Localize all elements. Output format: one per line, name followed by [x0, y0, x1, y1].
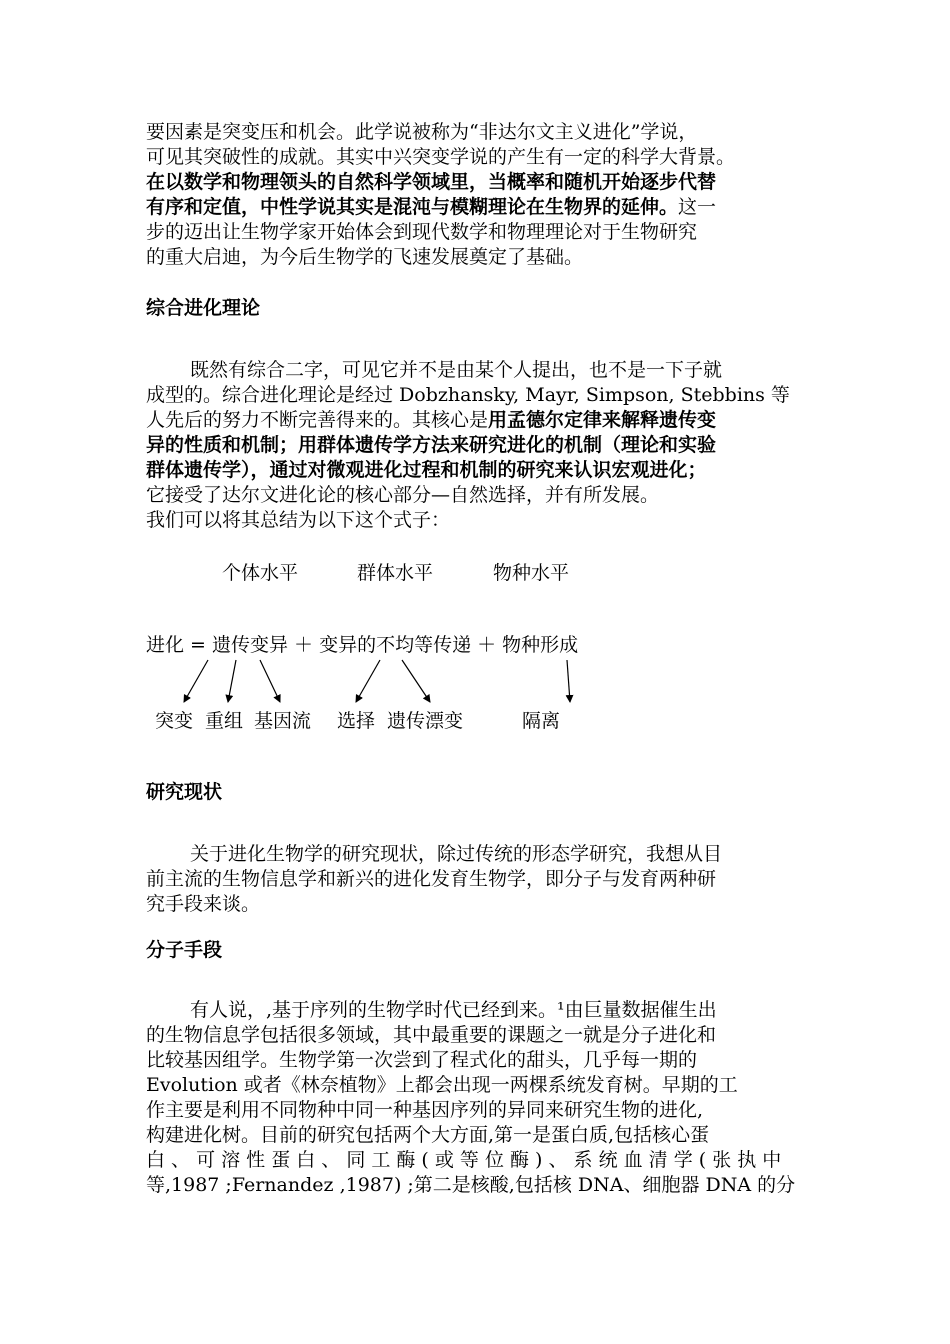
text-line: 比较基因组学。生物学第一次尝到了程式化的甜头，几乎每一期的: [146, 1049, 698, 1071]
arrow-to-mutation: [184, 660, 208, 702]
text-line: 的重大启迪，为今后生物学的飞速发展奠定了基础。: [146, 246, 584, 268]
paragraph-neutral-theory: [146, 120, 810, 270]
text-line: 构建进化树。目前的研究包括两个大方面,第一是蛋白质,包括核心蛋: [146, 1124, 710, 1146]
text-line: 有人说，,基于序列的生物学时代已经到来。¹由巨量数据催生出: [190, 999, 717, 1021]
bold-text-line: 异的性质和机制；用群体遗传学方法来研究进化的机制（理论和实验: [146, 434, 717, 456]
text-line: 关于进化生物学的研究现状，除过传统的形态学研究，我想从目: [190, 843, 723, 865]
text-line: 既然有综合二字，可见它并不是由某个人提出，也不是一下子就: [190, 359, 723, 381]
arrow-to-gene-flow: [260, 660, 280, 702]
text-span: 人先后的努力不断完善得来的。其核心是: [146, 409, 489, 431]
text-line: 可见其突破性的成就。其实中兴突变学说的产生有一定的科学大背景。: [146, 146, 736, 168]
level-label-individual: 个体水平: [222, 562, 299, 584]
bold-text-span: 有序和定值，中性学说其实是混沌与模糊理论在生物界的延伸。: [146, 196, 679, 218]
arrow-to-genetic-drift: [402, 660, 430, 702]
text-span: 这一: [678, 196, 717, 218]
component-genetic-drift: 遗传漂变: [387, 710, 464, 732]
paragraph-molecular: [146, 998, 810, 1198]
evolution-formula: 进化 = 遗传变异 ＋ 变异的不均等传递 ＋ 物种形成: [146, 634, 579, 656]
paragraph-synthesis: [146, 358, 810, 533]
text-line: 等,1987 ;Fernandez ,1987) ;第二是核酸,包括核 DNA、细胞器 DNA 的分: [146, 1174, 796, 1196]
bold-text-span: 用孟德尔定律来解释遗传变: [488, 409, 717, 431]
section-heading-synthesis: 综合进化理论: [146, 297, 261, 319]
level-label-population: 群体水平: [357, 562, 434, 584]
section-heading-status: 研究现状: [146, 781, 223, 803]
component-isolation: 隔离: [522, 710, 561, 732]
text-line: 成型的。综合进化理论是经过 Dobzhansky, Mayr, Simpson, Stebbins 等: [146, 384, 790, 406]
component-selection: 选择: [337, 710, 376, 732]
arrow-to-selection: [356, 660, 380, 702]
text-line: 究手段来谈。: [146, 893, 261, 915]
section-heading-molecular: 分子手段: [146, 939, 223, 961]
text-line: 白 、 可 溶 性 蛋 白 、 同 工 酶 ( 或 等 位 酶 ) 、 系 统 血 清 学 ( 张 执 中: [146, 1149, 782, 1171]
bold-text-line: 在以数学和物理领头的自然科学领域里，当概率和随机开始逐步代替: [146, 171, 717, 193]
component-recombination: 重组: [205, 710, 244, 732]
text-line: 的生物信息学包括很多领域，其中最重要的课题之一就是分子进化和: [146, 1024, 717, 1046]
component-mutation: 突变: [155, 710, 194, 732]
bold-text-line: 群体遗传学），通过对微观进化过程和机制的研究来认识宏观进化；: [146, 459, 707, 481]
text-line: 步的迈出让生物学家开始体会到现代数学和物理理论对于生物研究: [146, 221, 698, 243]
paragraph-research-status: [146, 842, 810, 917]
text-line: 前主流的生物信息学和新兴的进化发育生物学，即分子与发育两种研: [146, 868, 717, 890]
text-line: Evolution 或者《林奈植物》上都会出现一两棵系统发育树。早期的工: [146, 1074, 738, 1096]
text-line: 它接受了达尔文进化论的核心部分—自然选择，并有所发展。: [146, 484, 660, 506]
text-line: 我们可以将其总结为以下这个式子：: [146, 509, 451, 531]
component-gene-flow: 基因流: [254, 710, 312, 732]
text-line: 作主要是利用不同物种中同一种基因序列的异同来研究生物的进化,: [146, 1099, 704, 1121]
level-label-species: 物种水平: [493, 562, 570, 584]
arrow-to-recombination: [228, 660, 236, 702]
text-line: 要因素是突变压和机会。此学说被称为“非达尔文主义进化”学说，: [146, 121, 698, 143]
arrow-to-isolation: [567, 660, 570, 702]
